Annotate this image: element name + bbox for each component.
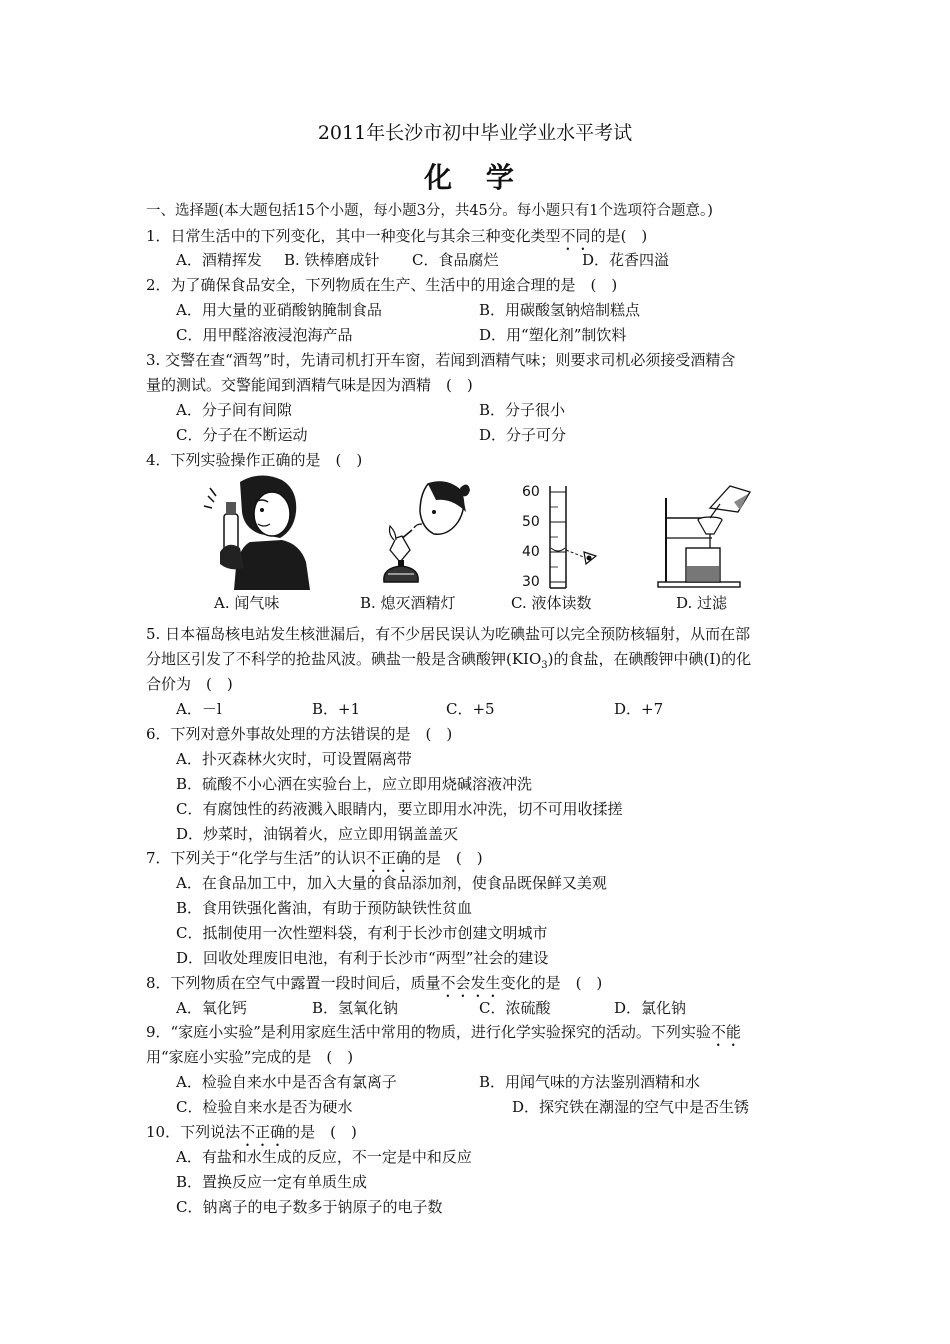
q8-option-c: C．浓硫酸 [479,999,551,1017]
q9-option-d: D．探究铁在潮湿的空气中是否生锈 [512,1098,750,1116]
question-10-stem: 10．下列说法不正确的是 ( ) [146,1123,357,1141]
cylinder-tick-60: 60 [522,484,540,500]
q1-option-c: C．食品腐烂 [412,251,499,269]
question-3-line2: 量的测试。交警能闻到酒精气味是因为酒精 ( ) [146,376,473,394]
figure-smelling-illustration [200,472,315,590]
q10-option-b: B．置换反应一定有单质生成 [176,1173,368,1191]
q7-option-b: B．食用铁强化酱油，有助于预防缺铁性贫血 [176,899,473,917]
question-5-line1: 5. 日本福岛核电站发生核泄漏后，有不少居民误认为吃碘盐可以完全预防核辐射，从而在部 [146,625,751,643]
q7-option-d: D．回收处理废旧电池，有利于长沙市“两型”社会的建设 [176,949,549,967]
q3-option-c: C．分子在不断运动 [176,426,308,444]
q8-option-b: B．氢氧化钠 [312,999,399,1017]
q2-option-d: D．用“塑化剂”制饮料 [479,326,627,344]
q8-option-a: A．氧化钙 [176,999,247,1017]
question-5-line3: 合价为 ( ) [146,675,233,693]
q1-option-d: D．花香四溢 [582,251,670,269]
figure-extinguish-lamp-illustration [372,478,472,588]
q7-option-a: A．在食品加工中，加入大量的食品添加剂，使食品既保鲜又美观 [176,874,607,892]
question-9-line2: 用“家庭小实验”完成的是 ( ) [146,1048,354,1066]
q5-option-b: B．+1 [312,700,361,718]
q6-option-a: A．扑灭森林火灾时，可设置隔离带 [176,750,412,768]
question-9-line1: 9．“家庭小实验”是利用家庭生活中常用的物质，进行化学实验探究的活动。下列实验不能 [146,1023,741,1041]
figure-filtration-illustration [650,478,755,590]
q1-option-a: A．酒精挥发 [176,251,262,269]
figure-c-caption: C. 液体读数 [511,594,592,612]
q2-option-c: C．用甲醛溶液浸泡海产品 [176,326,353,344]
question-6-stem: 6．下列对意外事故处理的方法错误的是 ( ) [146,725,453,743]
question-2-stem: 2．为了确保食品安全，下列物质在生产、生活中的用途合理的是 ( ) [146,276,618,294]
figure-d-caption: D. 过滤 [676,594,728,612]
q10-option-a: A．有盐和水生成的反应，不一定是中和反应 [176,1148,472,1166]
question-3-line1: 3. 交警在查“酒驾”时，先请司机打开车窗，若闻到酒精气味；则要求司机必须接受酒精含 [146,351,736,369]
q2-option-b: B．用碳酸氢钠焙制糕点 [479,301,641,319]
cylinder-tick-40: 40 [522,544,540,560]
figure-cylinder-reading-illustration [520,482,620,590]
q8-option-d: D．氯化钠 [614,999,687,1017]
q5-option-a: A．－l [176,700,222,718]
figure-b-caption: B. 熄灭酒精灯 [360,594,456,612]
q6-option-d: D．炒菜时，油锅着火，应立即用锅盖盖灭 [176,825,459,843]
cylinder-tick-50: 50 [522,514,540,530]
q1-option-b: B. 铁棒磨成针 [284,251,380,269]
q3-option-d: D．分子可分 [479,426,567,444]
q6-option-b: B．硫酸不小心洒在实验台上，应立即用烧碱溶液冲洗 [176,775,533,793]
q6-option-c: C．有腐蚀性的药液溅入眼睛内，要立即用水冲洗，切不可用收揉搓 [176,800,623,818]
question-8-stem: 8．下列物质在空气中露置一段时间后，质量不会发生变化的是 ( ) [146,974,603,992]
question-7-stem: 7．下列关于“化学与生活”的认识不正确的是 ( ) [146,849,483,867]
q3-option-b: B．分子很小 [479,401,566,419]
q2-option-a: A．用大量的亚硝酸钠腌制食品 [176,301,382,319]
q9-option-c: C．检验自来水是否为硬水 [176,1098,353,1116]
subject-heading: 化 学 [424,161,526,194]
exam-title: 2011年长沙市初中毕业学业水平考试 [317,122,633,144]
q10-option-c: C．钠离子的电子数多于钠原子的电子数 [176,1198,443,1216]
q3-option-a: A．分子间有间隙 [176,401,292,419]
q9-option-a: A．检验自来水中是否含有氯离子 [176,1073,397,1091]
cylinder-tick-30: 30 [522,574,540,590]
q9-option-b: B．用闻气味的方法鉴别酒精和水 [479,1073,701,1091]
figure-a-caption: A. 闻气味 [214,594,280,612]
question-1-stem: 1．日常生活中的下列变化，其中一种变化与其余三种变化类型不同的是( ) [146,227,648,245]
q5-option-c: C．+5 [446,700,495,718]
section-header: 一、选择题(本大题包括15个小题，每小题3分，共45分。每小题只有1个选项符合题意。) [146,203,713,219]
q5-option-d: D．+7 [614,700,664,718]
question-4-stem: 4．下列实验操作正确的是 ( ) [146,451,363,469]
question-5-line2: 分地区引发了不科学的抢盐风波。碘盐一般是含碘酸钾$(KIO_3)$的食盐，在碘酸钾中碘(I)的化 [146,650,752,671]
q7-option-c: C．抵制使用一次性塑料袋，有利于长沙市创建文明城市 [176,924,548,942]
